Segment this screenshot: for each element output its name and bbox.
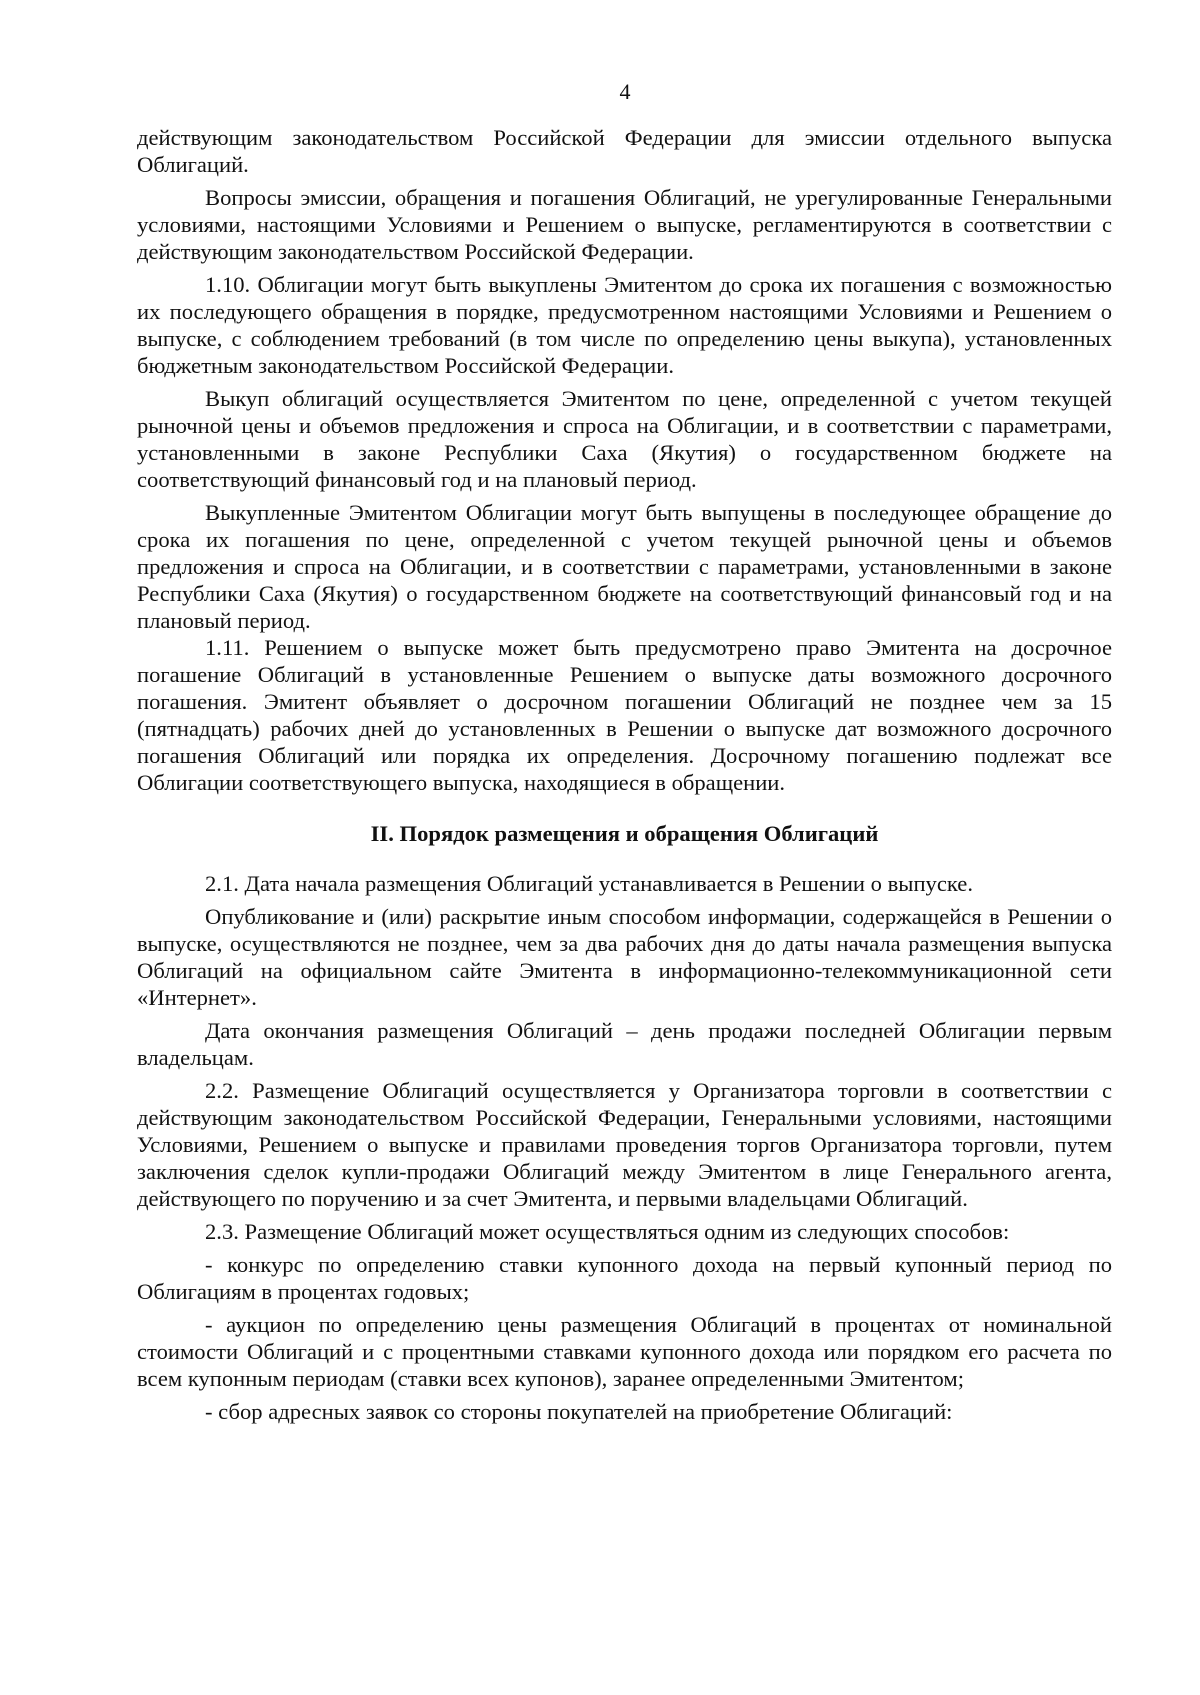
list-item-auction: - аукцион по определению цены размещения Облигаций в процентах от номинальной стоимости Облигаций и с процентными ставками купонного дохода или порядком его расчета по всем купонным периодам (ставки всех купонов), заранее определенными Эмитентом;: [137, 1312, 1112, 1391]
document-body: [137, 124, 1112, 1425]
page-number: 4: [619, 79, 631, 104]
section-heading: II. Порядок размещения и обращения Облигаций: [370, 821, 879, 846]
paragraph-2-2: 2.2. Размещение Облигаций осуществляется у Организатора торговли в соответствии с действующим законодательством Российской Федерации, Генеральными условиями, настоящими Условиями, Решением о выпуске и правилами проведения торгов Организатора торговли, путем заключения сделок купли-продажи Облигаций между Эмитентом в лице Генерального агента, действующего по поручению и за счет Эмитента, и первыми владельцами Облигаций.: [137, 1078, 1112, 1211]
paragraph-buyback-price: Выкуп облигаций осуществляется Эмитентом по цене, определенной с учетом текущей рыночной цены и объемов предложения и спроса на Облигации, и в соответствии с параметрами, установленными в законе Республики Саха (Якутия) о государственном бюджете на соответствующий финансовый год и на плановый период.: [137, 386, 1112, 492]
paragraph-continuation: действующим законодательством Российской Федерации для эмиссии отдельного выпуска Облигаций.: [137, 125, 1112, 177]
paragraph-1-10: 1.10. Облигации могут быть выкуплены Эмитентом до срока их погашения с возможностью их последующего обращения в порядке, предусмотренном настоящими Условиями и Решением о выпуске, с соблюдением требований (в том числе по определению цены выкупа), установленных бюджетным законодательством Российской Федерации.: [137, 272, 1112, 378]
paragraph-2-3: 2.3. Размещение Облигаций может осуществляться одним из следующих способов:: [205, 1219, 1010, 1244]
paragraph-publication: Опубликование и (или) раскрытие иным способом информации, содержащейся в Решении о выпуске, осуществляются не позднее, чем за два рабочих дня до даты начала размещения выпуска Облигаций на официальном сайте Эмитента в информационно-телекоммуникационной сети «Интернет».: [137, 904, 1112, 1010]
paragraph-unregulated-questions: Вопросы эмиссии, обращения и погашения Облигаций, не урегулированные Генеральными условиями, настоящими Условиями и Решением о выпуске, регламентируются в соответствии с действующим законодательством Российской Федерации.: [137, 185, 1112, 264]
paragraph-placement-end: Дата окончания размещения Облигаций – день продажи последней Облигации первым владельцам.: [137, 1018, 1112, 1070]
paragraph-2-1: 2.1. Дата начала размещения Облигаций устанавливается в Решении о выпуске.: [205, 871, 973, 896]
list-item-competition: - конкурс по определению ставки купонного дохода на первый купонный период по Облигациям в процентах годовых;: [137, 1252, 1112, 1304]
paragraph-1-11: 1.11. Решением о выпуске может быть предусмотрено право Эмитента на досрочное погашение Облигаций в установленные Решением о выпуске даты возможного досрочного погашения. Эмитент объявляет о досрочном погашении Облигаций не позднее чем за 15 (пятнадцать) рабочих дней до установленных в Решении о выпуске дат возможного досрочного погашения Облигаций или порядка их определения. Досрочному погашению подлежат все Облигации соответствующего выпуска, находящиеся в обращении.: [137, 635, 1112, 795]
list-item-bookbuilding: - сбор адресных заявок со стороны покупателей на приобретение Облигаций:: [205, 1399, 953, 1424]
paragraph-buyback-reissue: Выкупленные Эмитентом Облигации могут быть выпущены в последующее обращение до срока их погашения по цене, определенной с учетом текущей рыночной цены и объемов предложения и спроса на Облигации, и в соответствии с параметрами, установленными в законе Республики Саха (Якутия) о государственном бюджете на соответствующий финансовый год и на плановый период.: [137, 500, 1112, 633]
